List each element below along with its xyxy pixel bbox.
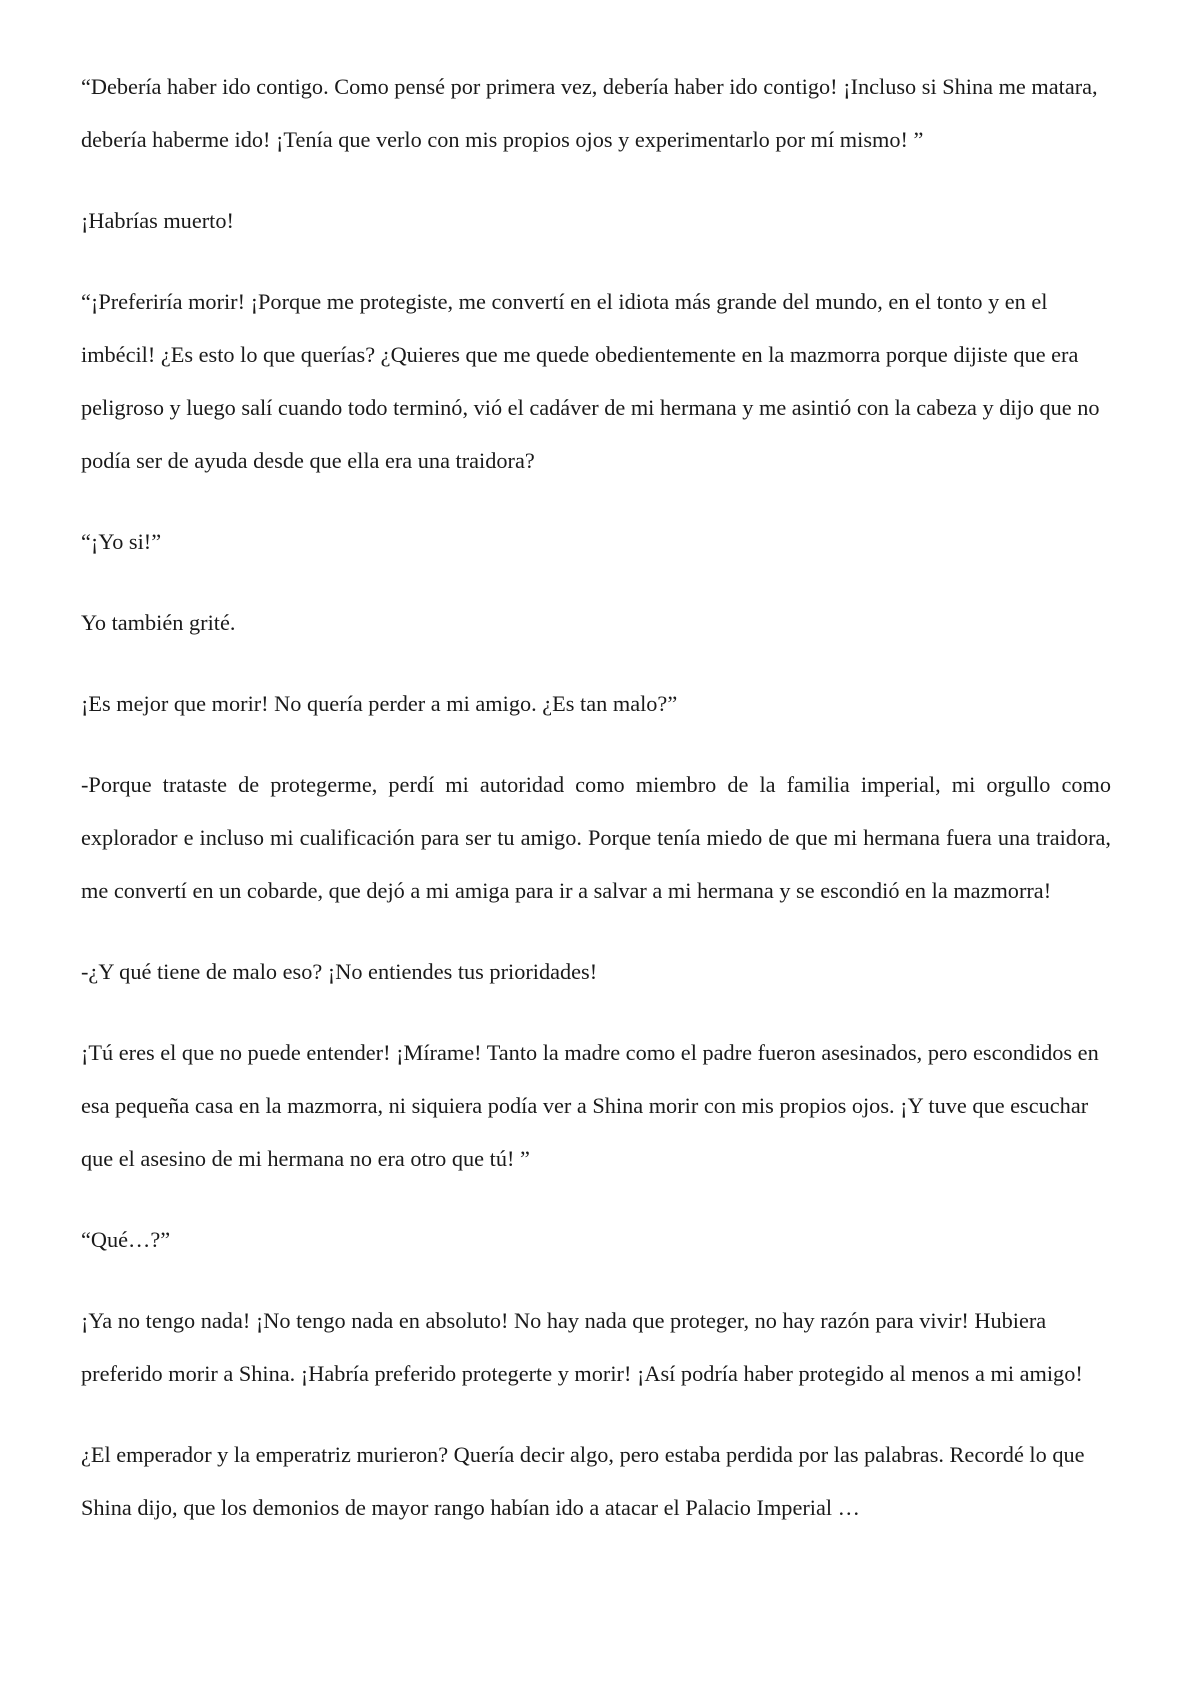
paragraph-11: ¡Ya no tengo nada! ¡No tengo nada en absoluto! No hay nada que proteger, no hay razón para vivir! Hubiera preferido morir a Shina. ¡Habría preferido protegerte y morir! ¡Así podría haber protegido al menos a mi amigo! <box>81 1308 1083 1386</box>
body-text <box>81 60 1111 1534</box>
paragraph-12: ¿El emperador y la emperatriz murieron? Quería decir algo, pero estaba perdida por las palabras. Recordé lo que Shina dijo, que los demonios de mayor rango habían ido a atacar el Palacio Imperial … <box>81 1442 1085 1520</box>
paragraph-4: “¡Yo si!” <box>81 529 162 554</box>
paragraph-2: ¡Habrías muerto! <box>81 208 234 233</box>
paragraph-8: -¿Y qué tiene de malo eso? ¡No entiendes tus prioridades! <box>81 959 598 984</box>
paragraph-7: -Porque trataste de protegerme, perdí mi autoridad como miembro de la familia imperial, mi orgullo como explorador e incluso mi cualificación para ser tu amigo. Porque tenía miedo de que mi hermana fuera una traidora, me convertí en un cobarde, que dejó a mi amiga para ir a salvar a mi hermana y se escondió en la mazmorra! <box>81 772 1111 903</box>
paragraph-3: “¡Preferiría morir! ¡Porque me protegiste, me convertí en el idiota más grande del mundo, en el tonto y en el imbécil! ¿Es esto lo que querías? ¿Quieres que me quede obedientemente en la mazmorra porque dijiste que era peligroso y luego salí cuando todo terminó, vió el cadáver de mi hermana y me asintió con la cabeza y dijo que no podía ser de ayuda desde que ella era una traidora? <box>81 289 1100 473</box>
paragraph-10: “Qué…?” <box>81 1227 171 1252</box>
paragraph-6: ¡Es mejor que morir! No quería perder a mi amigo. ¿Es tan malo?” <box>81 691 678 716</box>
paragraph-9: ¡Tú eres el que no puede entender! ¡Mírame! Tanto la madre como el padre fueron asesinados, pero escondidos en esa pequeña casa en la mazmorra, ni siquiera podía ver a Shina morir con mis propios ojos. ¡Y tuve que escuchar que el asesino de mi hermana no era otro que tú! ” <box>81 1040 1099 1171</box>
paragraph-5: Yo también grité. <box>81 610 236 635</box>
paragraph-1: “Debería haber ido contigo. Como pensé por primera vez, debería haber ido contigo! ¡Incluso si Shina me matara, debería haberme ido! ¡Tenía que verlo con mis propios ojos y experimentarlo por mí mismo! ” <box>81 74 1098 152</box>
